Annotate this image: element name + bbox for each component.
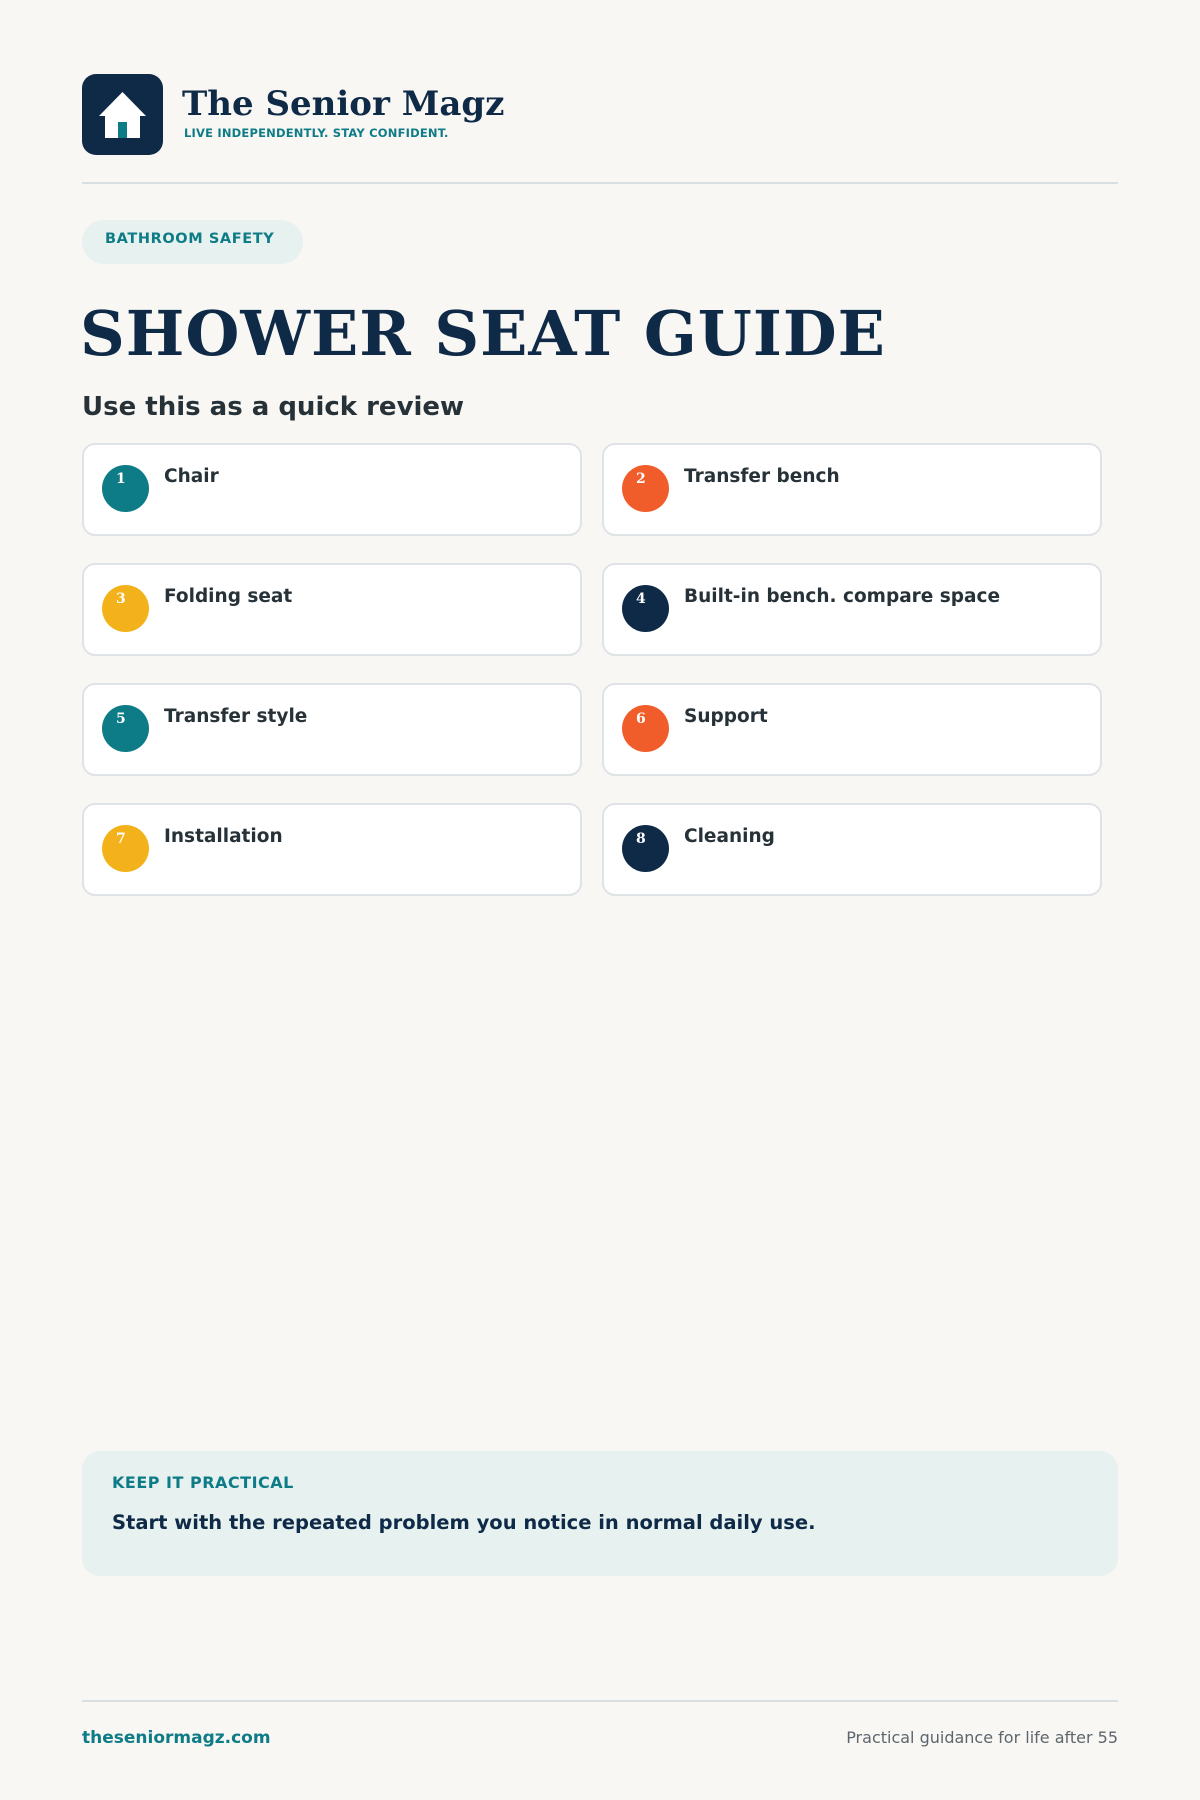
card-number: 1: [116, 471, 126, 487]
card-label: Cleaning: [684, 826, 775, 847]
page-subtitle: Use this as a quick review: [82, 392, 465, 422]
card-number: 3: [116, 591, 126, 607]
card-number: 2: [636, 471, 646, 487]
card-number-badge: [622, 705, 669, 752]
card-support: [602, 683, 1102, 776]
card-chair: [82, 443, 582, 536]
card-number-badge: [102, 825, 149, 872]
cards-grid: [82, 443, 1102, 896]
callout-text: Start with the repeated problem you notice in normal daily use.: [112, 1511, 816, 1534]
house-icon: [82, 74, 163, 155]
card-number-badge: [102, 585, 149, 632]
card-label: Built-in bench. compare space: [684, 586, 1001, 607]
card-number-badge: [622, 465, 669, 512]
card-number-badge: [102, 465, 149, 512]
category-pill: [82, 220, 303, 264]
footer-tagline: Practical guidance for life after 55: [846, 1728, 1118, 1747]
page-title: SHOWER SEAT GUIDE: [80, 297, 886, 370]
footer-site-link[interactable]: theseniormagz.com: [82, 1728, 271, 1748]
header-divider: [82, 182, 1118, 184]
card-label: Chair: [164, 466, 219, 487]
brand-name: The Senior Magz: [182, 84, 505, 124]
brand-logo: [82, 74, 163, 155]
card-label: Transfer bench: [684, 466, 840, 487]
card-number: 4: [636, 591, 646, 607]
card-number-badge: [622, 825, 669, 872]
card-cleaning: [602, 803, 1102, 896]
card-number-badge: [102, 705, 149, 752]
brand-tagline: LIVE INDEPENDENTLY. STAY CONFIDENT.: [184, 126, 449, 140]
practical-callout: [82, 1451, 1118, 1576]
card-transfer-bench: [602, 443, 1102, 536]
card-number: 5: [116, 711, 126, 727]
card-built-in-bench: [602, 563, 1102, 656]
card-label: Transfer style: [164, 706, 308, 727]
footer-divider: [82, 1700, 1118, 1702]
card-number: 6: [636, 711, 646, 727]
card-number: 8: [636, 831, 646, 847]
category-label: BATHROOM SAFETY: [105, 231, 275, 247]
card-label: Support: [684, 706, 768, 727]
card-label: Folding seat: [164, 586, 293, 607]
card-number-badge: [622, 585, 669, 632]
card-label: Installation: [164, 826, 283, 847]
card-number: 7: [116, 831, 126, 847]
callout-heading: KEEP IT PRACTICAL: [112, 1473, 294, 1492]
card-installation: [82, 803, 582, 896]
card-folding-seat: [82, 563, 582, 656]
card-transfer-style: [82, 683, 582, 776]
